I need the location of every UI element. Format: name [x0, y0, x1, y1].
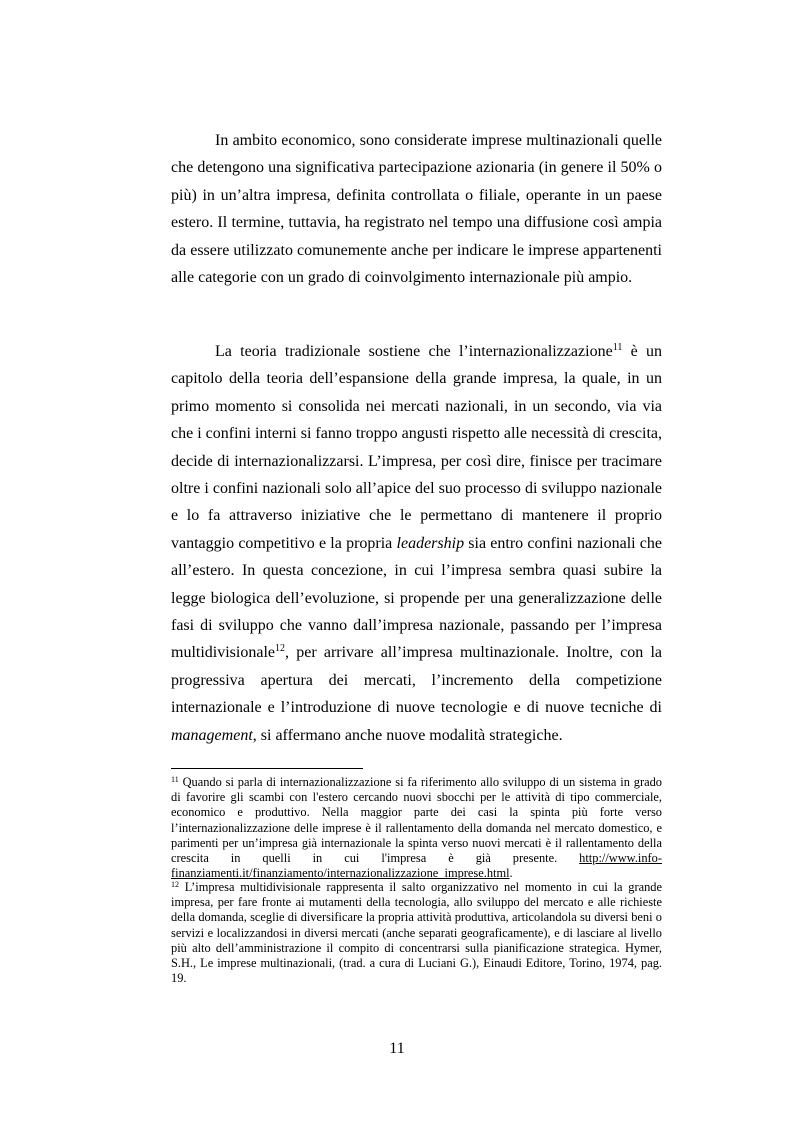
paragraph-text: La teoria tradizionale sostiene che l’internazionalizzazione — [215, 343, 613, 360]
paragraph-text: sia entro confini nazionali che all’estero. In questa concezione, in cui l’impresa sembra quasi subire la legge biologica dell’evoluzione, si propende per una generalizzazione delle fasi di sviluppo che vanno dall’impresa nazionale, passando per l’impresa multidivisionale — [171, 534, 663, 662]
footnote-number: 12 — [171, 880, 179, 889]
footnote-12 — [171, 880, 662, 986]
body-paragraph-1: In ambito economico, sono considerate imprese multinazionali quelle che detengono una significativa partecipazione azionaria (in genere il 50% o più) in un’altra impresa, definita controllata o filiale, operante in un paese estero. Il termine, tuttavia, ha registrato nel tempo una diffusione così ampia da essere utilizzato comunemente anche per indicare le imprese appartenenti alle categorie con un grado di coinvolgimento internazionale più ampio. — [171, 132, 662, 287]
footnote-link[interactable]: http://www.info-finanziamenti.it/finanziamento/internazionalizzazione_imprese.html — [171, 851, 662, 881]
body-paragraph-2 — [171, 338, 662, 749]
page-number: 11 — [389, 1040, 405, 1057]
italic-term-management: management — [171, 726, 253, 744]
paragraph-text: è un capitolo della teoria dell’espansione della grande impresa, la quale, in un primo momento si consolida nei mercati nazionali, in un secondo, via via che i confini interni si fanno troppo angusti rispetto alle necessità di crescita, decide di internazionalizzarsi. L’impresa, per così dire, finisce per tracimare oltre i confini nazionali solo all’apice del suo processo di sviluppo nazionale e lo fa attraverso iniziative che le permettano di mantenere il proprio vantaggio competitivo e la propria — [171, 343, 663, 552]
footnote-text-end: . — [509, 866, 513, 881]
footnote-text: L’impresa multidivisionale rappresenta il salto organizzativo nel momento in cui la grande impresa, per fare fronte ai mutamenti della tecnologia, allo sviluppo del mercato e alle richieste della domanda, sceglie di diversificare la propria attività produttiva, articolandola su diversi beni o servizi e localizzandosi in diversi mercati (anche separati geograficamente), e di lasciare al livello più alto dell’amministrazione il compito di concentrarsi sulla pianificazione strategica. Hymer, S.H., Le imprese multinazionali, (trad. a cura di Luciani G.), Einaudi Editore, Torino, 1974, pag. 19. — [171, 880, 662, 986]
footnote-text: Quando si parla di internazionalizzazione si fa riferimento allo sviluppo di un sistema in grado di favorire gli scambi con l'estero cercando nuovi sbocchi per le attività di tipo commerciale, economico e produttivo. Nella maggior parte dei casi la spinta più forte verso l’internazionalizzazione delle imprese è il rallentamento della domanda nel mercato domestico, e parimenti per un’impresa già internazionale la spinta verso nuovi mercati è il rallentamento della crescita in quelli in cui l'impresa è già presente. — [171, 775, 662, 866]
footnote-11 — [171, 775, 662, 881]
italic-term-leadership: leadership — [396, 534, 465, 552]
footnote-ref-11[interactable]: 11 — [612, 342, 623, 353]
paragraph-text: , si affermano anche nuove modalità strategiche. — [252, 726, 563, 744]
footnote-separator — [171, 768, 363, 769]
paragraph-text: , per arrivare all’impresa multinazionale. Inoltre, con la progressiva apertura dei mercati, l’incremento della competizione internazionale e l’introduzione di nuove tecnologie e di nuove tecniche di — [171, 644, 662, 717]
footnote-ref-12[interactable]: 12 — [275, 643, 285, 655]
footnote-number: 11 — [171, 775, 179, 784]
